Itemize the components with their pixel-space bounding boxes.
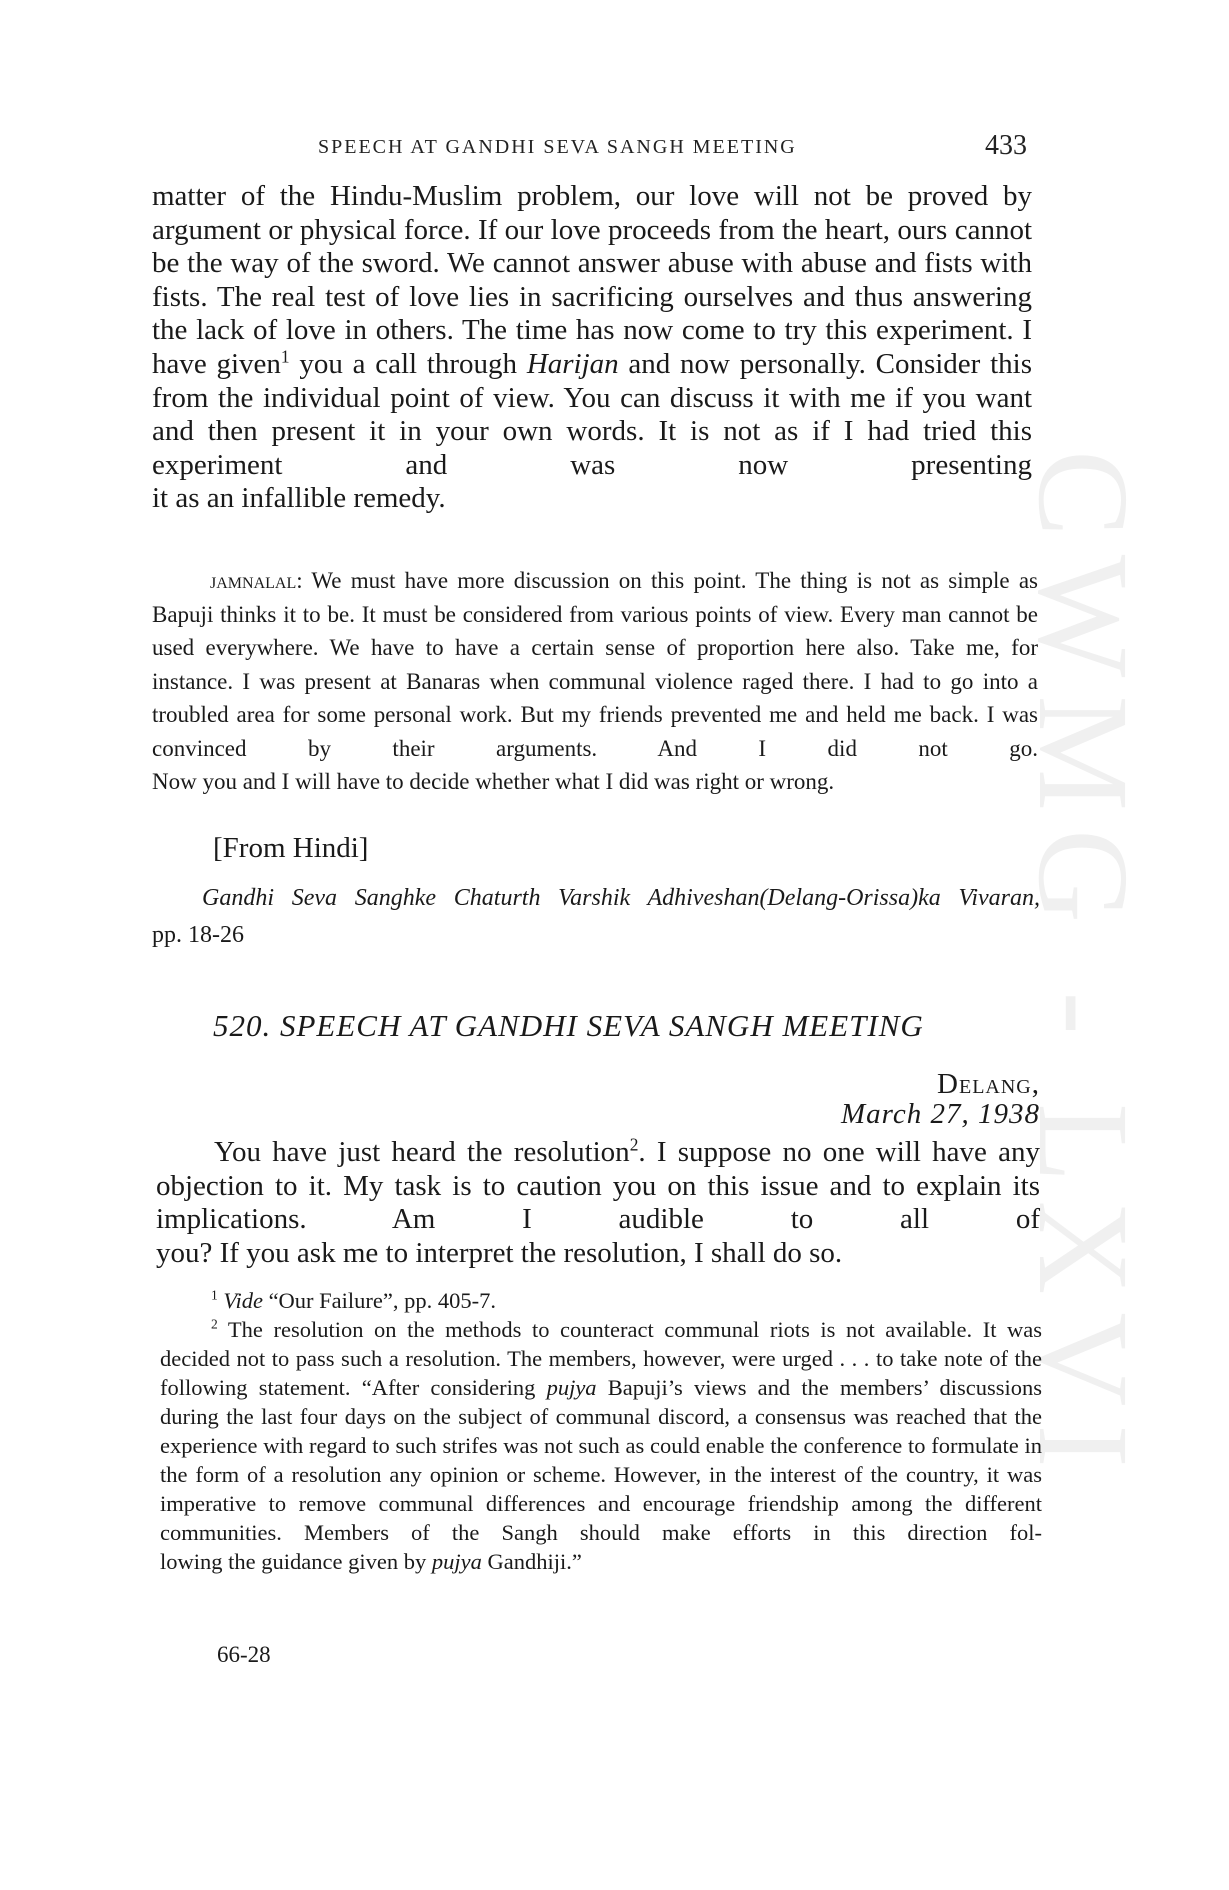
footnote-marker-2: 2 <box>211 1316 218 1332</box>
section-heading: 520. SPEECH AT GANDHI SEVA SANGH MEETING <box>213 1008 924 1043</box>
source-citation <box>152 880 1040 954</box>
speaker-name: jamnalal <box>210 568 297 593</box>
footnote-2-last-1: lowing the guidance given by <box>160 1549 432 1574</box>
jamnalal-last-line: Now you and I will have to decide whether what I did was right or wrong. <box>152 769 835 794</box>
running-title: SPEECH AT GANDHI SEVA SANGH MEETING <box>318 136 797 158</box>
harijan-title: Harijan <box>526 347 619 380</box>
speech-text-3: and now personally. Consider this from the individual point of view. You can discuss it with me if you want and then present it in your own words. It is not as if I had tried this experiment and was now presenting <box>152 347 1032 481</box>
footnote-1 <box>160 1286 1042 1315</box>
section-paragraph <box>156 1136 1040 1270</box>
from-hindi-note: [From Hindi] <box>213 832 369 864</box>
section-text-1: You have just heard the resolution <box>214 1136 630 1168</box>
source-pages: pp. 18-26 <box>152 922 244 948</box>
footnote-2-text-2: Bapuji’s views and the members’ discussions during the last four days on the subject of communal discord, a consensus was reached that the experience with regard to such strifes was not such as could enable the conference to formulate in the form of a resolution any opinion or scheme. However, in the interest of the country, it was imperative to remove communal differences and encourage friendship among the different communities. Members of the Sangh should make efforts in this direction fol- <box>160 1375 1043 1545</box>
page-number: 433 <box>985 130 1027 161</box>
vide-word: Vide <box>223 1288 263 1313</box>
footnote-ref-1[interactable]: 1 <box>280 346 290 367</box>
speech-text-2: you a call through <box>289 347 527 380</box>
speech-last-line: it as an infallible remedy. <box>152 482 446 515</box>
page-code: 66-28 <box>217 1642 271 1667</box>
section-last-line: you? If you ask me to interpret the resolution, I shall do so. <box>156 1236 843 1269</box>
jamnalal-text: : We must have more discussion on this point. The thing is not as simple as Bapuji thinks it to be. It must be considered from various points of view. Every man cannot be used everywhere. We have to have a certain sense of proportion here also. Take me, for instance. I was present at Banaras when communal violence raged there. I had to go into a troubled area for some personal work. But my friends prevented me and held me back. I was convinced by their arguments. And I did not go. <box>152 568 1038 761</box>
source-title: Gandhi Seva Sanghke Chaturth Varshik Adhiveshan(Delang-Orissa)ka Vivaran, <box>202 885 1040 911</box>
speech-place: Delang, <box>937 1068 1040 1100</box>
section-text-2: . I suppose no one will have any objection to it. My task is to caution you on this issue and to explain its implications. Am I audible to all of <box>156 1136 1041 1236</box>
footnote-2-text-1: The resolution on the methods to counteract communal riots is not available. It was decided not to pass such a resolution. The members, however, were urged . . . to take note of the following statement. “After considering <box>160 1317 1042 1400</box>
footnote-2 <box>160 1315 1042 1576</box>
jamnalal-paragraph <box>152 564 1038 799</box>
speech-text-1: matter of the Hindu-Muslim problem, our love will not be proved by argument or physical force. If our love proceeds from the heart, ours cannot be the way of the sword. We cannot answer abuse with abuse and fists with fists. The real test of love lies in sacrificing ourselves and thus answering the lack of love in others. The time has now come to try this experiment. I have given <box>152 180 1032 380</box>
footnote-marker-1: 1 <box>211 1287 218 1303</box>
watermark-text: CWMG - LXVI <box>1011 450 1155 1486</box>
speech-continued <box>152 180 1032 516</box>
pujya-word-2: pujya <box>431 1549 482 1574</box>
speech-date: March 27, 1938 <box>841 1098 1040 1130</box>
footnote-ref-2[interactable]: 2 <box>629 1134 639 1155</box>
footnote-1-text: “Our Failure”, pp. 405-7. <box>262 1288 497 1313</box>
pujya-word: pujya <box>546 1375 597 1400</box>
footnote-2-last-2: Gandhiji.” <box>481 1549 582 1574</box>
